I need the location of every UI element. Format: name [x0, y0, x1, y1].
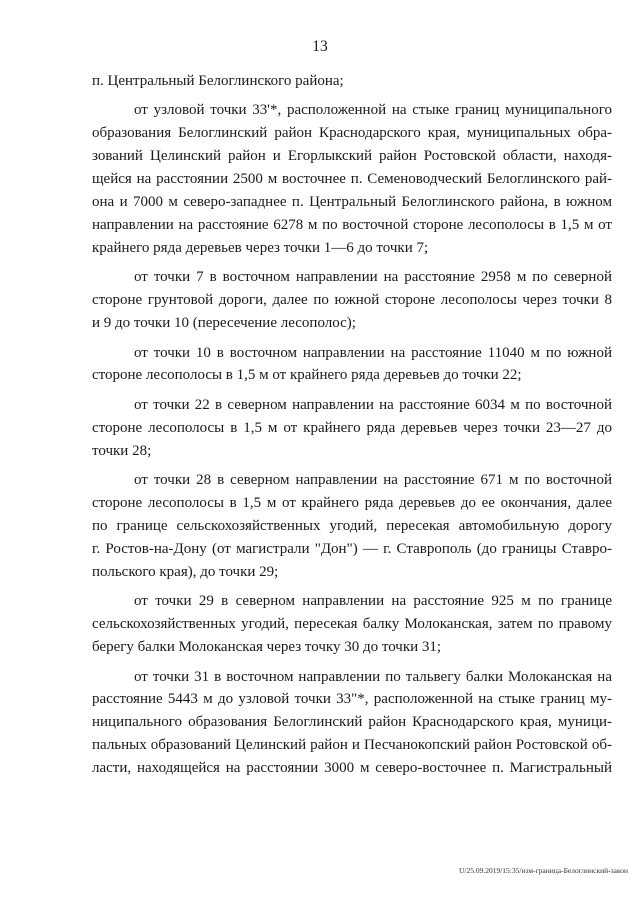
text-line: стороне грунтовой дороги, далее по южной стороне лесополосы через точки 8 [92, 292, 612, 309]
text-line: крайнего ряда деревьев через точки 1—6 до точки 7; [92, 239, 429, 256]
text-line: ласти, находящейся на расстоянии 3000 м северо-восточнее п. Магистральный [92, 760, 612, 777]
text-line: пальных образований Целинский район и Песчанокопский район Ростовской об- [92, 737, 612, 754]
text-line: берегу балки Молоканская через точку 30 до точки 31; [92, 639, 442, 656]
text-line: п. Центральный Белоглинского района; [92, 73, 344, 89]
text-line: от точки 7 в восточном направлении на расстояние 2958 м по северной [134, 269, 612, 286]
text-line: от точки 31 в восточном направлении по тальвегу балки Молоканская на [134, 668, 612, 685]
text-line: от точки 29 в северном направлении на расстояние 925 м по границе [134, 593, 612, 610]
text-line: стороне лесополосы в 1,5 м от крайнего ряда деревьев через точки 23—27 до [92, 419, 612, 436]
text-line: точки 28; [92, 442, 152, 459]
text-line: щейся на расстоянии 2500 м восточнее п. Семеноводческий Белоглинского рай- [92, 171, 612, 188]
text-line: по границе сельскохозяйственных угодий, пересекая автомобильную дорогу [92, 518, 612, 534]
page-number: 13 [312, 38, 328, 55]
text-line: образования Белоглинский район Краснодарского края, муниципальных обра- [92, 125, 612, 142]
text-line: она и 7000 м северо-западнее п. Центральный Белоглинского района, в южном [92, 194, 612, 211]
text-line: сельскохозяйственных угодий, пересекая балку Молоканская, затем по правому [92, 616, 612, 633]
text-line: стороне лесополосы в 1,5 м от крайнего ряда деревьев до ее окончания, далее [92, 495, 612, 512]
text-line: г. Ростов-на-Дону (от магистрали "Дон") — г. Ставрополь (до границы Ставро- [92, 540, 612, 557]
text-line: зований Целинский район и Егорлыкский район Ростовской области, находя- [92, 148, 612, 165]
text-line: от узловой точки 33'*, расположенной на стыке границ муниципального [134, 102, 612, 119]
text-line: польского края), до точки 29; [92, 563, 279, 580]
text-line: от точки 22 в северном направлении на расстояние 6034 м по восточной [134, 396, 612, 413]
text-line: ниципального образования Белоглинский район Краснодарского края, муници- [92, 714, 612, 731]
text-line: направлении на расстояние 6278 м по восточной стороне лесополосы в 1,5 м от [92, 216, 612, 233]
text-line: и 9 до точки 10 (пересечение лесополос); [92, 315, 356, 332]
text-line: расстояние 5443 м до узловой точки 33"*, расположенной на стыке границ му- [92, 691, 612, 708]
text-line: стороне лесополосы в 1,5 м от крайнего ряда деревьев до точки 22; [92, 367, 522, 384]
text-line: от точки 28 в северном направлении на расстояние 671 м по восточной [134, 472, 612, 489]
body-text [92, 70, 612, 780]
text-line: от точки 10 в восточном направлении на расстояние 11040 м по южной [134, 344, 612, 361]
document-footer-stamp: U/25.09.2019/15:35/изм-граница-Белоглинский-закон [458, 866, 628, 875]
